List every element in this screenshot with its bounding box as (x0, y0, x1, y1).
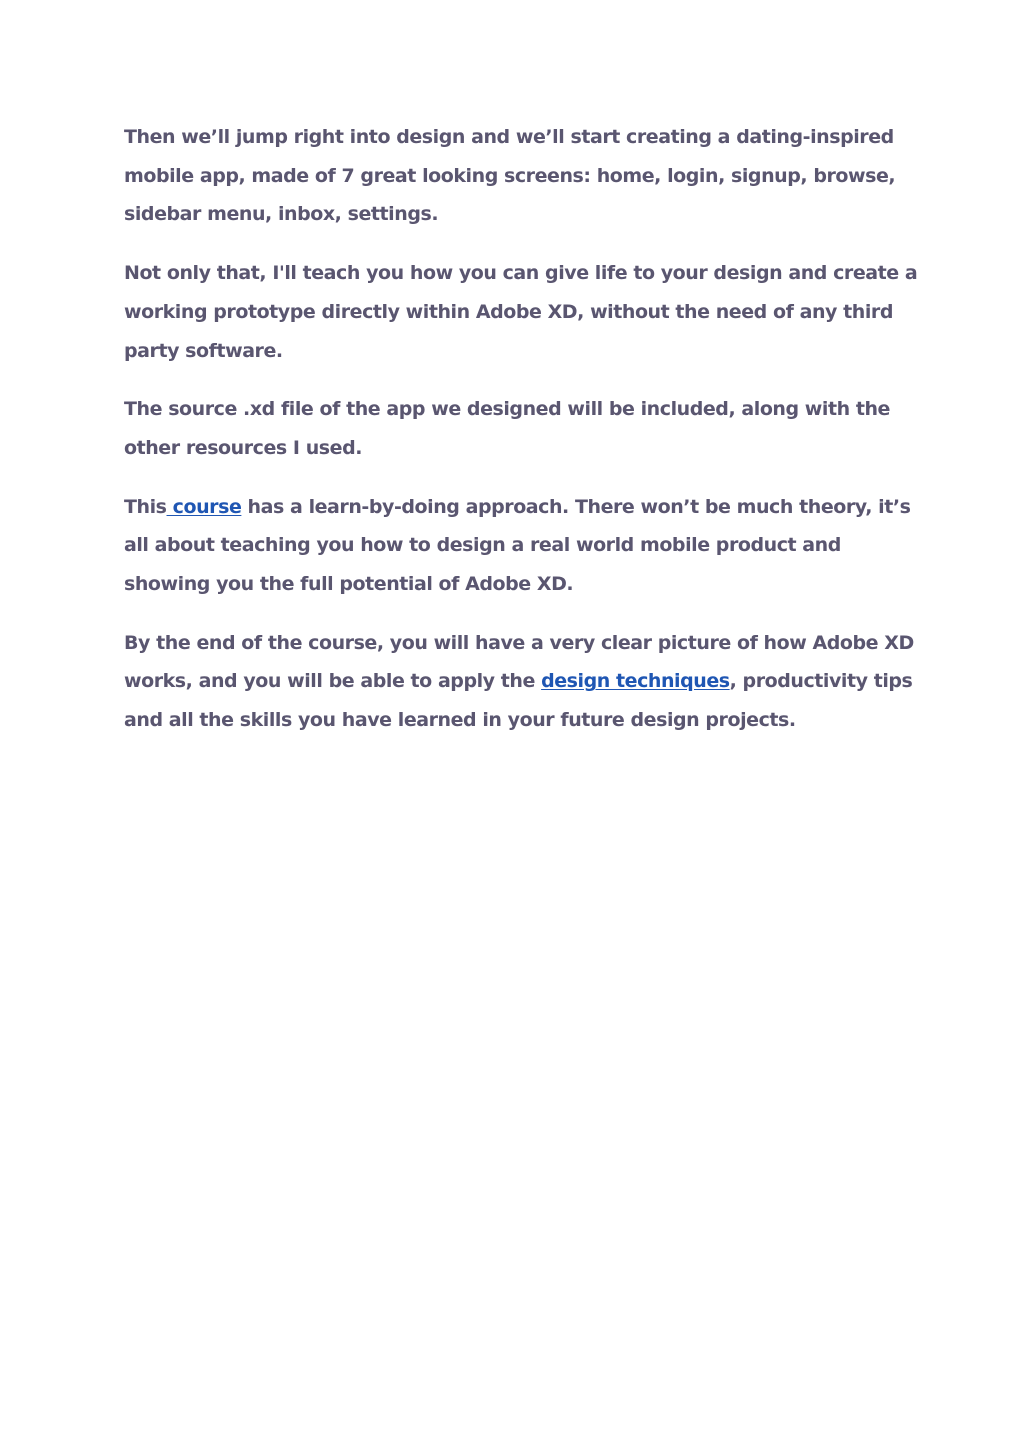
paragraph-approach-lead: This (124, 495, 167, 518)
paragraph-conclusion-rest: , productivity tips and all the skills you have learned in your future design projects. (124, 670, 913, 732)
paragraph-approach (124, 488, 924, 604)
course-link[interactable]: course (166, 495, 242, 518)
paragraph-approach-rest: has a learn-by-doing approach. There won’t be much theory, it’s all about teaching you how to design a real world mobile product and showing you the full potential of Adobe XD. (124, 495, 911, 596)
paragraph-conclusion-lead: By the end of the course, you will have a very clear picture of how Adobe XD works, and you will be able to apply the (124, 631, 914, 693)
paragraph-prototype: Not only that, I'll teach you how you can give life to your design and create a working prototype directly within Adobe XD, without the need of any third party software. (124, 262, 918, 362)
paragraph-intro: Then we’ll jump right into design and we’ll start creating a dating-inspired mobile app, made of 7 great looking screens: home, login, signup, browse, sidebar menu, inbox, settings. (124, 126, 896, 226)
paragraph-source-file: The source .xd file of the app we designed will be included, along with the other resources I used. (124, 398, 890, 459)
paragraph-conclusion (124, 624, 924, 740)
document-body (124, 118, 924, 760)
design-techniques-link[interactable]: design techniques (541, 670, 730, 693)
